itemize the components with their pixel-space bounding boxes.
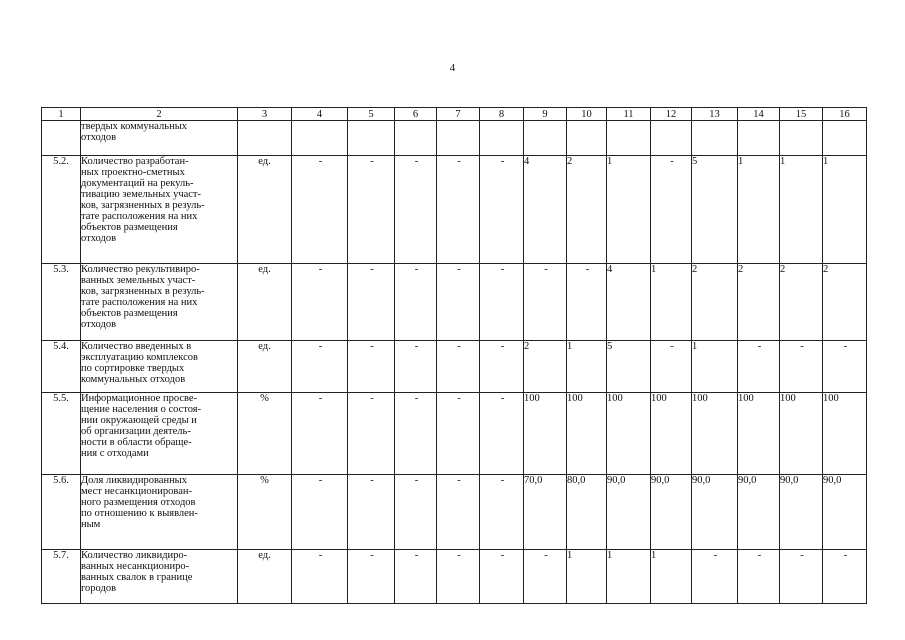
indicator-name-line: об организации деятель- [81, 426, 191, 437]
value-cell: 100 [823, 393, 867, 475]
value-cell [524, 121, 567, 156]
value-cell: - [395, 264, 437, 341]
value-cell: - [395, 550, 437, 604]
value-cell: - [651, 156, 692, 264]
column-number: 14 [738, 108, 780, 121]
value-cell: - [348, 475, 395, 550]
value-cell: - [348, 341, 395, 393]
value-cell: - [692, 550, 738, 604]
row-number: 5.2. [42, 156, 81, 264]
unit-of-measure: ед. [238, 156, 292, 264]
value-cell: 100 [651, 393, 692, 475]
indicator-name-line: Доля ликвидированных [81, 475, 187, 486]
value-cell: - [395, 475, 437, 550]
indicator-name [81, 121, 238, 156]
value-cell: - [524, 550, 567, 604]
row-number: 5.3. [42, 264, 81, 341]
indicator-name [81, 341, 238, 393]
column-number: 9 [524, 108, 567, 121]
value-cell: 70,0 [524, 475, 567, 550]
indicator-name [81, 393, 238, 475]
value-cell [292, 121, 348, 156]
indicator-name-line: Информационное просве- [81, 393, 198, 404]
table-row [42, 156, 867, 264]
row-number: 5.7. [42, 550, 81, 604]
value-cell: - [292, 341, 348, 393]
value-cell [780, 121, 823, 156]
indicator-name-line: ванных несанкциониро- [81, 561, 190, 572]
table-row [42, 264, 867, 341]
indicator-name-line: тате расположения на них [81, 211, 198, 222]
table-row [42, 341, 867, 393]
value-cell: - [348, 393, 395, 475]
indicator-name-line: нии окружающей среды и [81, 415, 197, 426]
value-cell: - [292, 156, 348, 264]
value-cell: - [437, 550, 480, 604]
value-cell [348, 121, 395, 156]
row-number [42, 121, 81, 156]
value-cell: - [437, 156, 480, 264]
value-cell: 100 [780, 393, 823, 475]
indicator-name [81, 156, 238, 264]
column-number: 12 [651, 108, 692, 121]
value-cell: - [348, 156, 395, 264]
indicator-name-line: Количество разработан- [81, 156, 189, 167]
value-cell [823, 121, 867, 156]
indicator-name-line: мест несанкционирован- [81, 486, 192, 497]
value-cell: 100 [524, 393, 567, 475]
value-cell: - [480, 393, 524, 475]
page-number: 4 [449, 62, 456, 74]
value-cell: 1 [607, 550, 651, 604]
value-cell: 4 [524, 156, 567, 264]
indicator-name-line: Количество рекультивиро- [81, 264, 200, 275]
row-number: 5.4. [42, 341, 81, 393]
value-cell: 2 [823, 264, 867, 341]
value-cell: - [437, 264, 480, 341]
indicator-name-line: Количество введенных в [81, 341, 192, 352]
value-cell: 1 [567, 341, 607, 393]
value-cell: - [292, 475, 348, 550]
value-cell: 2 [567, 156, 607, 264]
value-cell [395, 121, 437, 156]
value-cell: 1 [651, 550, 692, 604]
column-number: 3 [238, 108, 292, 121]
indicator-name-line: объектов размещения [81, 308, 178, 319]
indicator-name-line: по отношению к выявлен- [81, 508, 198, 519]
value-cell [607, 121, 651, 156]
table-row [42, 121, 867, 156]
value-cell: - [292, 264, 348, 341]
table-row [42, 475, 867, 550]
value-cell: 100 [738, 393, 780, 475]
value-cell: - [823, 341, 867, 393]
column-number: 10 [567, 108, 607, 121]
value-cell: - [395, 393, 437, 475]
unit-of-measure: % [238, 393, 292, 475]
value-cell: - [567, 264, 607, 341]
unit-of-measure [238, 121, 292, 156]
indicator-name-line: отходов [81, 233, 117, 244]
value-cell: - [738, 550, 780, 604]
value-cell: 1 [823, 156, 867, 264]
row-number: 5.6. [42, 475, 81, 550]
value-cell: - [437, 393, 480, 475]
value-cell: 2 [780, 264, 823, 341]
indicator-name-line: отходов [81, 132, 117, 143]
value-cell: 90,0 [738, 475, 780, 550]
value-cell: - [348, 550, 395, 604]
column-number: 6 [395, 108, 437, 121]
value-cell: - [480, 156, 524, 264]
column-number: 4 [292, 108, 348, 121]
column-number: 11 [607, 108, 651, 121]
unit-of-measure: ед. [238, 264, 292, 341]
value-cell: 5 [607, 341, 651, 393]
value-cell: - [524, 264, 567, 341]
column-number: 2 [81, 108, 238, 121]
value-cell: 90,0 [692, 475, 738, 550]
indicator-name-line: тивацию земельных участ- [81, 189, 202, 200]
column-number: 1 [42, 108, 81, 121]
value-cell [738, 121, 780, 156]
value-cell: 1 [780, 156, 823, 264]
indicator-name-line: ния с отходами [81, 448, 149, 459]
value-cell: 100 [607, 393, 651, 475]
value-cell: - [395, 156, 437, 264]
header-row [42, 108, 867, 121]
unit-of-measure: ед. [238, 341, 292, 393]
indicator-name-line: ков, загрязненных в резуль- [81, 200, 205, 211]
indicator-name-line: коммунальных отходов [81, 374, 186, 385]
value-cell: 80,0 [567, 475, 607, 550]
value-cell: - [480, 550, 524, 604]
value-cell [567, 121, 607, 156]
value-cell: 1 [651, 264, 692, 341]
value-cell: - [651, 341, 692, 393]
indicator-name [81, 264, 238, 341]
column-number: 15 [780, 108, 823, 121]
column-number: 13 [692, 108, 738, 121]
value-cell: - [437, 475, 480, 550]
indicator-name-line: Количество ликвидиро- [81, 550, 188, 561]
indicator-name-line: документаций на рекуль- [81, 178, 194, 189]
indicator-name [81, 550, 238, 604]
table-row [42, 393, 867, 475]
value-cell: 100 [567, 393, 607, 475]
indicator-name-line: ности в области обраще- [81, 437, 192, 448]
value-cell: - [292, 393, 348, 475]
value-cell: 1 [692, 341, 738, 393]
indicator-table [41, 107, 867, 604]
indicator-name-line: ным [81, 519, 101, 530]
indicator-name-line: ков, загрязненных в резуль- [81, 286, 205, 297]
value-cell [651, 121, 692, 156]
indicator-name-line: отходов [81, 319, 117, 330]
value-cell: - [480, 341, 524, 393]
unit-of-measure: % [238, 475, 292, 550]
indicator-name-line: эксплуатацию комплексов [81, 352, 198, 363]
value-cell: 90,0 [823, 475, 867, 550]
value-cell: - [395, 341, 437, 393]
value-cell: 2 [738, 264, 780, 341]
value-cell: - [780, 550, 823, 604]
indicator-name-line: ных проектно-сметных [81, 167, 185, 178]
indicator-name-line: щение населения о состоя- [81, 404, 202, 415]
indicator-name-line: твердых коммунальных [81, 121, 188, 132]
indicator-name-line: ванных земельных участ- [81, 275, 196, 286]
indicator-name-line: ванных свалок в границе [81, 572, 193, 583]
value-cell [480, 121, 524, 156]
indicator-name-line: городов [81, 583, 117, 594]
value-cell [692, 121, 738, 156]
value-cell: 90,0 [780, 475, 823, 550]
value-cell: 1 [607, 156, 651, 264]
unit-of-measure: ед. [238, 550, 292, 604]
indicator-name-line: объектов размещения [81, 222, 178, 233]
value-cell: 4 [607, 264, 651, 341]
indicator-name-line: по сортировке твердых [81, 363, 185, 374]
value-cell: - [292, 550, 348, 604]
value-cell: 2 [524, 341, 567, 393]
value-cell: 5 [692, 156, 738, 264]
value-cell: 90,0 [651, 475, 692, 550]
value-cell: 1 [738, 156, 780, 264]
value-cell: - [480, 475, 524, 550]
indicator-name-line: тате расположения на них [81, 297, 198, 308]
value-cell: 2 [692, 264, 738, 341]
value-cell: - [437, 341, 480, 393]
indicator-name-line: ного размещения отходов [81, 497, 196, 508]
value-cell: - [480, 264, 524, 341]
value-cell: - [348, 264, 395, 341]
indicator-name [81, 475, 238, 550]
value-cell: 1 [567, 550, 607, 604]
column-number: 7 [437, 108, 480, 121]
value-cell: - [738, 341, 780, 393]
value-cell: 90,0 [607, 475, 651, 550]
table-row [42, 550, 867, 604]
column-number: 8 [480, 108, 524, 121]
value-cell: - [780, 341, 823, 393]
column-number: 5 [348, 108, 395, 121]
value-cell: 100 [692, 393, 738, 475]
column-number: 16 [823, 108, 867, 121]
row-number: 5.5. [42, 393, 81, 475]
value-cell: - [823, 550, 867, 604]
value-cell [437, 121, 480, 156]
